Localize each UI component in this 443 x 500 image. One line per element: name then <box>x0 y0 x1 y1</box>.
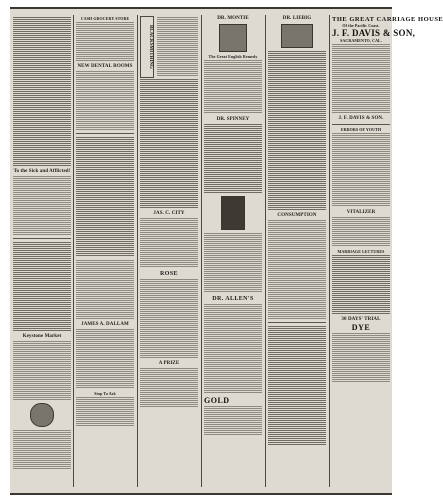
text-block <box>76 328 134 388</box>
vertical-banner: BLACKSMITHING <box>140 16 154 78</box>
text-block <box>13 340 71 400</box>
text-block <box>76 70 134 130</box>
column-rule <box>201 15 202 487</box>
text-block <box>332 43 390 113</box>
ad-heading: DYE <box>351 323 371 332</box>
text-block <box>157 16 198 76</box>
carriage-house-headline: THE GREAT CARRIAGE HOUSE <box>332 16 443 23</box>
column-rule <box>329 15 330 487</box>
text-block <box>13 175 71 235</box>
ad-heading: CONSUMPTION <box>277 213 317 218</box>
ad-heading: DR. SPINNEY <box>216 117 250 122</box>
divider <box>268 322 326 323</box>
ad-heading: JAS. C. CITY <box>153 211 185 216</box>
ad-heading: The Great English Remedy <box>208 54 258 59</box>
text-block <box>268 325 326 445</box>
column-2 <box>76 16 134 486</box>
column-4 <box>204 16 262 486</box>
text-block <box>140 217 198 267</box>
firm-city: SACRAMENTO, CAL. <box>340 38 382 43</box>
text-block <box>13 241 71 331</box>
firm-name: J. F. DAVIS & SON, <box>332 28 416 38</box>
ad-heading: ROSE <box>160 271 178 277</box>
carriage-house-subline: Of the Pacific Coast. <box>342 23 380 28</box>
bearded-man-engraving <box>221 196 245 230</box>
text-block <box>204 405 262 435</box>
text-block <box>76 136 134 256</box>
ad-heading: JAMES A. DALLAM <box>81 322 129 327</box>
portrait-engraving <box>219 24 247 52</box>
text-block <box>76 21 134 61</box>
firm-name-secondary: J. F. DAVIS & SON. <box>338 116 384 121</box>
column-6 <box>332 16 443 486</box>
text-block <box>76 259 134 319</box>
text-block <box>140 78 198 208</box>
ad-heading: DR. LIEBIG <box>282 16 312 21</box>
text-block <box>13 429 71 469</box>
column-1 <box>13 16 71 486</box>
text-block <box>332 254 390 314</box>
ad-heading: Stop To Ask <box>94 391 116 396</box>
column-rule <box>137 15 138 487</box>
text-block <box>332 332 390 382</box>
column-3 <box>140 16 198 486</box>
ad-heading: Keystone Market <box>22 334 62 339</box>
divider <box>332 124 390 125</box>
bicycle-engraving <box>30 403 54 427</box>
top-border-rule <box>10 7 392 9</box>
text-block <box>268 50 326 210</box>
text-block <box>140 367 198 407</box>
column-rule <box>73 15 74 487</box>
bottom-border-rule <box>10 493 392 495</box>
text-block <box>332 216 390 246</box>
text-block <box>332 132 390 207</box>
text-block <box>204 59 262 114</box>
text-block <box>204 123 262 193</box>
ad-heading: GOLD <box>204 396 230 405</box>
ad-heading: A PRIZE <box>158 361 180 366</box>
text-block <box>268 219 326 319</box>
ad-heading: ERRORS OF YOUTH <box>340 127 382 132</box>
ad-heading: To the Sick and Afflicted! <box>13 169 71 174</box>
text-block <box>204 303 262 393</box>
text-block <box>204 232 262 292</box>
divider <box>13 238 71 239</box>
ad-heading: CASH GROCERY STORE <box>80 16 130 21</box>
text-block <box>13 16 71 166</box>
newspaper-page <box>10 7 443 495</box>
ad-heading: NEW DENTAL ROOMS <box>77 64 133 69</box>
column-rule <box>265 15 266 487</box>
ad-heading: DR. MONTIE <box>217 16 249 21</box>
divider <box>76 133 134 134</box>
ad-heading: 30 DAYS' TRIAL <box>341 317 381 322</box>
ad-heading: DR. ALLEN'S <box>212 296 254 302</box>
column-5 <box>268 16 326 486</box>
text-block <box>76 396 134 426</box>
ad-heading: MARRIAGE LECTURES <box>337 249 385 254</box>
ad-heading: VITALIZER <box>346 210 376 215</box>
vertical-ad-row <box>140 16 198 76</box>
eagle-engraving <box>281 24 313 48</box>
text-block <box>140 278 198 358</box>
